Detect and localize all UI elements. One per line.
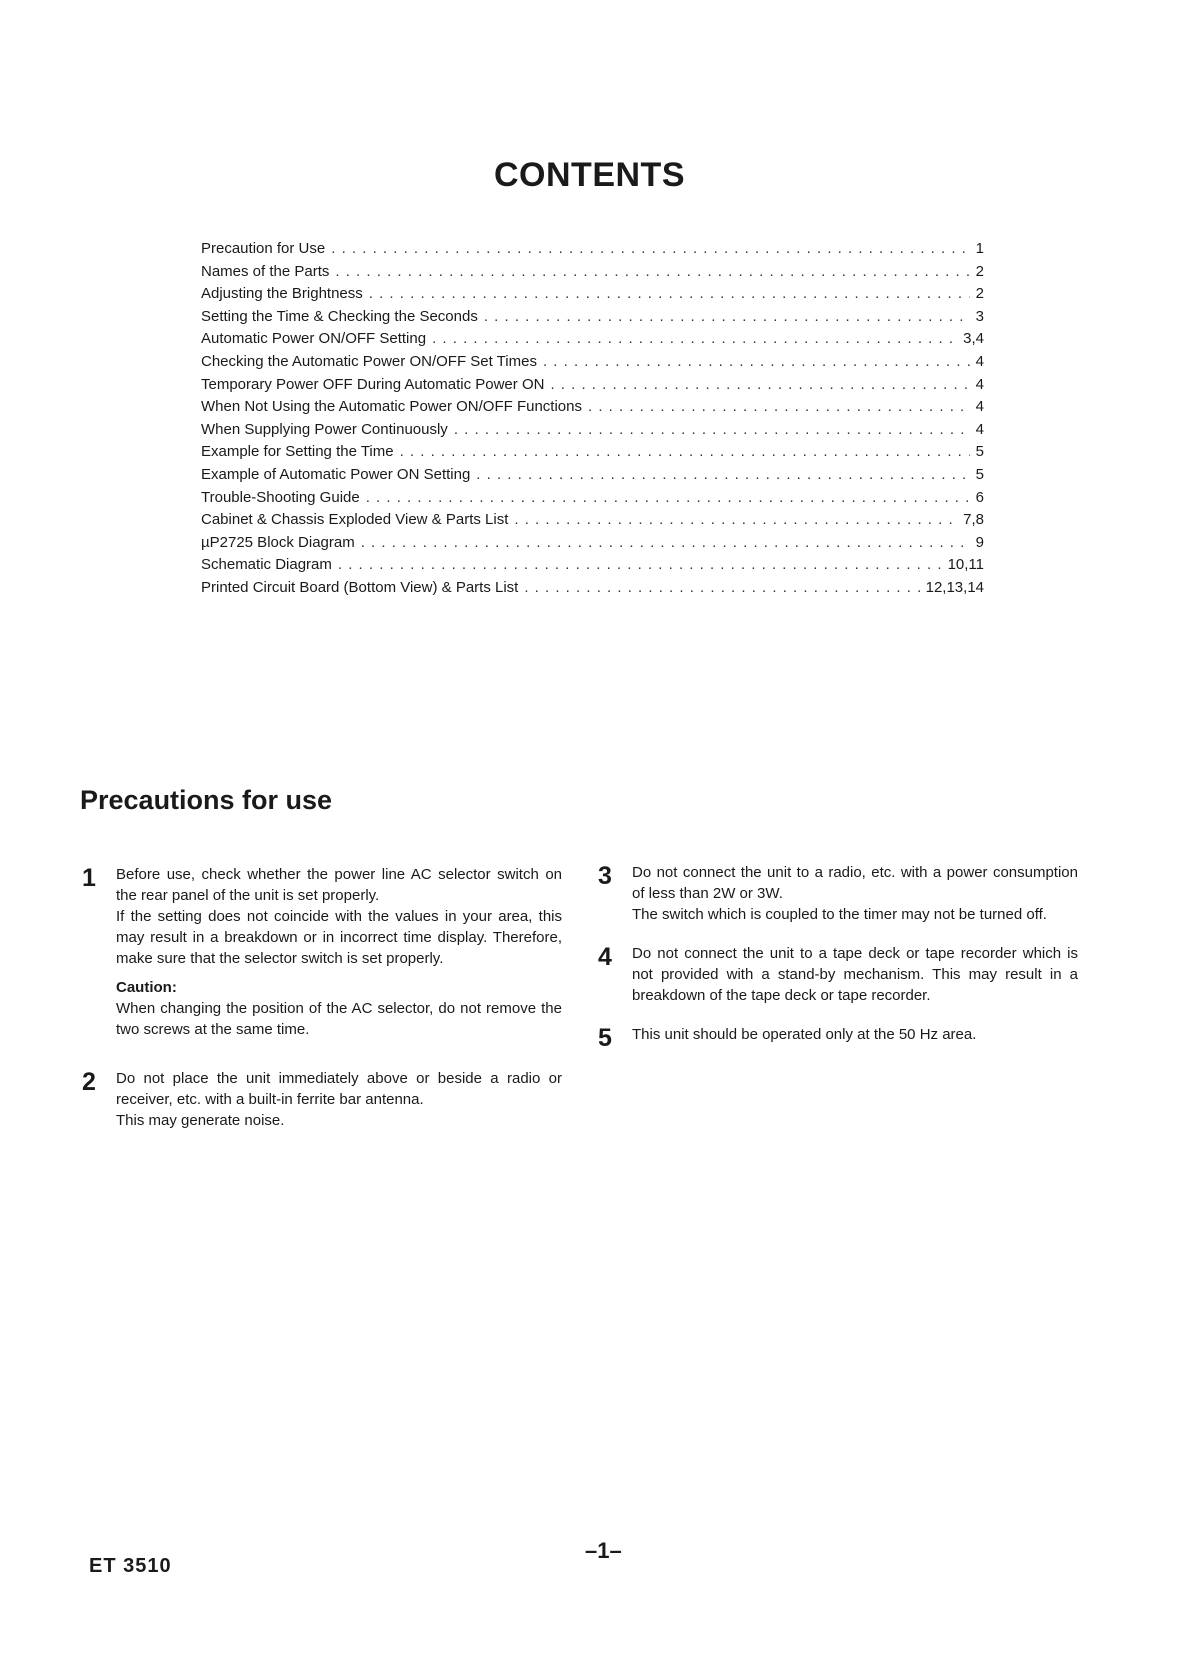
caution-text: When changing the position of the AC selector, do not remove the two screws at the same time. xyxy=(116,1000,562,1038)
toc-entry-page: 2 xyxy=(975,285,984,303)
dot-leader xyxy=(331,240,969,257)
toc-entry xyxy=(201,376,984,399)
dot-leader xyxy=(400,443,970,460)
toc-entry-label: Trouble-Shooting Guide xyxy=(201,488,360,506)
dot-leader xyxy=(454,421,970,438)
dot-leader xyxy=(524,579,919,596)
item-text: Do not connect the unit to a tape deck or tape recorder which is not provided with a stand-by mechanism. This may result in a breakdown of the tape deck or tape recorder. xyxy=(632,945,1078,1004)
toc-entry-page: 5 xyxy=(975,465,984,483)
toc-entry-label: Checking the Automatic Power ON/OFF Set Times xyxy=(201,352,537,370)
item-number: 1 xyxy=(82,864,96,892)
toc-entry-page: 3 xyxy=(975,307,984,325)
item-number: 5 xyxy=(598,1024,612,1052)
toc-entry-page: 4 xyxy=(975,398,984,416)
dot-leader xyxy=(476,466,969,483)
item-text: If the setting does not coincide with the values in your area, this may result in a breakdown or in incorrect time display. Therefore, make sure that the selector switch is set properly. xyxy=(116,908,562,967)
item-text: Do not place the unit immediately above or beside a radio or receiver, etc. with a built-in ferrite bar antenna. xyxy=(116,1070,562,1108)
toc-entry-label: Schematic Diagram xyxy=(201,556,332,574)
dot-leader xyxy=(361,534,970,551)
item-text: This may generate noise. xyxy=(116,1112,285,1129)
dot-leader xyxy=(338,556,942,573)
toc-entry-label: Cabinet & Chassis Exploded View & Parts List xyxy=(201,511,509,529)
dot-leader xyxy=(588,398,970,415)
toc-entry-label: Adjusting the Brightness xyxy=(201,285,363,303)
item-number: 4 xyxy=(598,943,612,971)
toc-entry xyxy=(201,579,984,602)
toc-entry-page: 4 xyxy=(975,375,984,393)
toc-entry xyxy=(201,330,984,353)
contents-title: CONTENTS xyxy=(494,156,685,194)
precaution-item xyxy=(598,862,1078,925)
dot-leader xyxy=(550,376,969,393)
toc-entry-label: Automatic Power ON/OFF Setting xyxy=(201,330,427,348)
toc-entry-label: Precaution for Use xyxy=(201,240,326,257)
toc-entry xyxy=(201,443,984,466)
toc-entry-page: 2 xyxy=(975,262,984,280)
table-of-contents xyxy=(201,240,984,602)
toc-entry-page: 5 xyxy=(975,443,984,461)
toc-entry-label: Printed Circuit Board (Bottom View) & Parts List xyxy=(201,578,519,596)
precaution-item xyxy=(82,864,562,1040)
toc-entry xyxy=(201,534,984,557)
toc-entry-page: 1 xyxy=(975,240,984,257)
toc-entry-page: 6 xyxy=(975,488,984,506)
item-number: 2 xyxy=(82,1068,96,1096)
toc-entry xyxy=(201,511,984,534)
toc-entry-page: 10,11 xyxy=(947,556,984,574)
toc-entry xyxy=(201,285,984,308)
toc-entry-label: Example of Automatic Power ON Setting xyxy=(201,465,471,483)
precautions-right-column xyxy=(598,862,1078,1052)
dot-leader xyxy=(432,330,957,347)
toc-entry-label: µP2725 Block Diagram xyxy=(201,533,355,551)
toc-entry-label: Names of the Parts xyxy=(201,262,330,280)
dot-leader xyxy=(514,511,957,528)
toc-entry-label: Setting the Time & Checking the Seconds xyxy=(201,307,478,325)
precautions-left-column xyxy=(82,864,562,1131)
toc-entry-page: 12,13,14 xyxy=(925,578,984,596)
toc-entry xyxy=(201,308,984,331)
caution-label: Caution: xyxy=(116,979,177,996)
item-text: The switch which is coupled to the timer may not be turned off. xyxy=(632,906,1047,923)
toc-entry-label: When Not Using the Automatic Power ON/OFF Functions xyxy=(201,398,582,416)
item-text: Do not connect the unit to a radio, etc. with a power consumption of less than 2W or 3W. xyxy=(632,864,1078,902)
precautions-title: Precautions for use xyxy=(80,785,333,815)
toc-entry-page: 4 xyxy=(975,352,984,370)
dot-leader xyxy=(369,285,970,302)
toc-entry xyxy=(201,421,984,444)
item-number: 3 xyxy=(598,862,612,890)
dot-leader xyxy=(543,353,970,370)
precaution-item xyxy=(82,1068,562,1131)
toc-entry-page: 3,4 xyxy=(963,330,984,348)
dot-leader xyxy=(366,489,970,506)
dot-leader xyxy=(484,308,970,325)
toc-entry xyxy=(201,398,984,421)
model-number: ET 3510 xyxy=(89,1555,172,1577)
toc-entry xyxy=(201,263,984,286)
toc-entry-page: 7,8 xyxy=(963,511,984,529)
precaution-item xyxy=(598,943,1078,1006)
toc-entry xyxy=(201,466,984,489)
item-text: This unit should be operated only at the 50 Hz area. xyxy=(632,1026,977,1043)
toc-entry-label: Temporary Power OFF During Automatic Power ON xyxy=(201,375,545,393)
toc-entry xyxy=(201,240,984,263)
item-text: Before use, check whether the power line AC selector switch on the rear panel of the unit is set properly. xyxy=(116,866,562,904)
precaution-item xyxy=(598,1024,1078,1052)
toc-entry xyxy=(201,489,984,512)
toc-entry-page: 9 xyxy=(975,533,984,551)
toc-entry-label: Example for Setting the Time xyxy=(201,443,394,461)
dot-leader xyxy=(335,263,969,280)
toc-entry-label: When Supplying Power Continuously xyxy=(201,420,448,438)
page-number: –1– xyxy=(585,1538,622,1563)
toc-entry xyxy=(201,556,984,579)
toc-entry xyxy=(201,353,984,376)
toc-entry-page: 4 xyxy=(975,420,984,438)
